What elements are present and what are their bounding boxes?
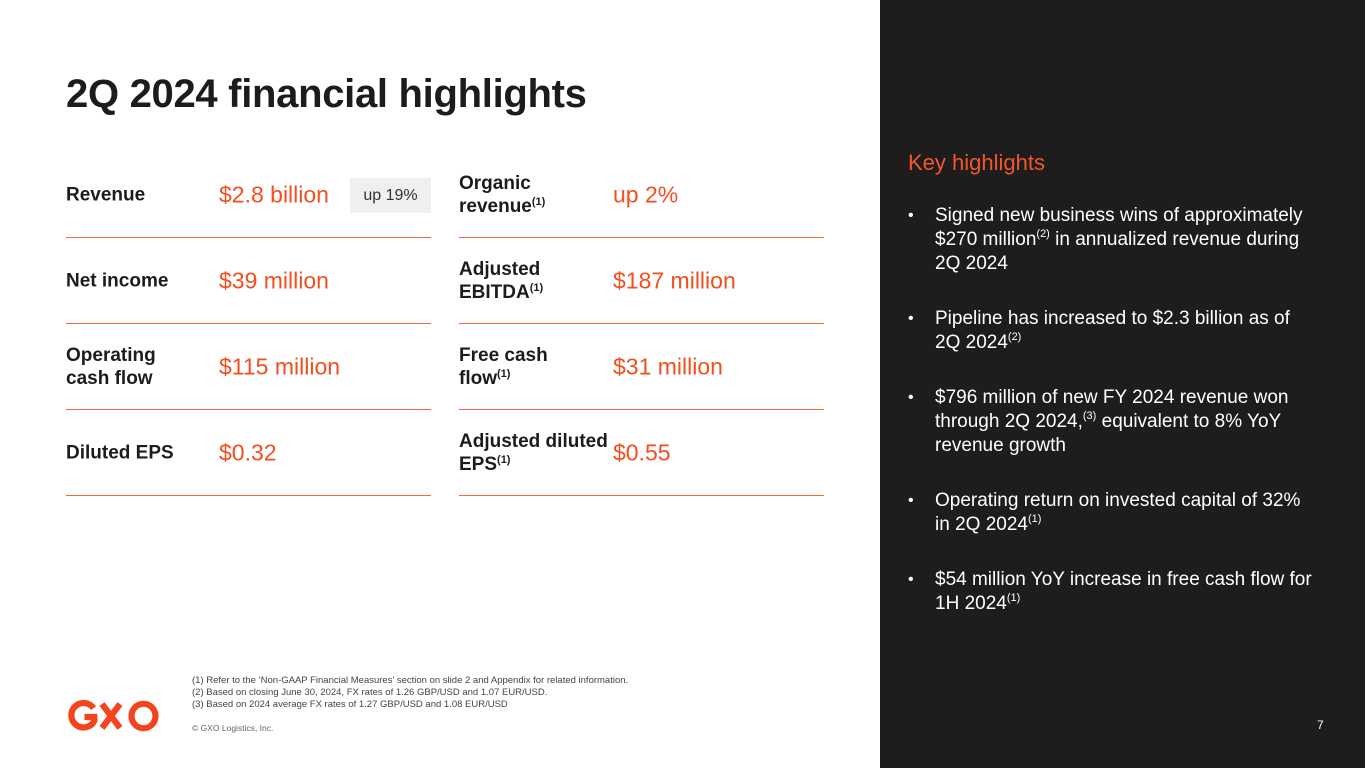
footnote-ref: (1) <box>529 281 544 294</box>
highlight-text: Pipeline has increased to $2.3 billion as of 2Q 2024 <box>935 308 1290 353</box>
bullet-icon: • <box>908 207 914 224</box>
highlight-text: $796 million of new FY 2024 revenue won through 2Q 2024, <box>935 387 1289 432</box>
highlight-text: $54 million YoY increase in free cash flow for 1H 2024 <box>935 569 1312 614</box>
footnote-ref: (1) <box>1006 592 1021 604</box>
highlight-text: Operating return on invested capital of 32% in 2Q 2024 <box>935 490 1301 535</box>
metric-label <box>459 258 569 304</box>
metric-label: Operating cash flow <box>66 344 156 389</box>
bullet-icon: • <box>908 389 914 406</box>
metric-value: $0.55 <box>613 439 671 465</box>
metric-row-diluted-eps <box>66 410 431 496</box>
copyright: © GXO Logistics, Inc. <box>192 723 274 733</box>
footnote: (3) Based on 2024 average FX rates of 1.27 GBP/USD and 1.08 EUR/USD <box>192 699 508 710</box>
gxo-logo <box>68 700 160 732</box>
metric-value: $0.32 <box>219 439 277 465</box>
bullet-icon: • <box>908 310 914 327</box>
metric-row-revenue <box>66 152 431 238</box>
page-title: 2Q 2024 financial highlights <box>66 72 587 116</box>
metric-label: Revenue <box>66 184 146 205</box>
metric-label <box>459 172 569 218</box>
highlight-item <box>908 489 1318 537</box>
metric-label-text: Organic revenue <box>459 172 532 217</box>
metric-label-text: Adjusted diluted EPS <box>459 430 608 475</box>
metric-row-net-income <box>66 238 431 324</box>
footnote: (2) Based on closing June 30, 2024, FX rates of 1.26 GBP/USD and 1.07 EUR/USD. <box>192 687 548 698</box>
metric-row-organic-revenue <box>459 152 824 238</box>
metric-label <box>459 344 569 390</box>
footnote-ref: (1) <box>531 195 546 208</box>
bullet-icon: • <box>908 571 914 588</box>
metric-label <box>459 430 609 476</box>
footnote: (1) Refer to the ‘Non-GAAP Financial Measures’ section on slide 2 and Appendix for related information. <box>192 675 629 686</box>
growth-badge: up 19% <box>350 178 431 213</box>
metric-value: $115 million <box>219 353 341 379</box>
highlight-text: Signed new business wins of approximately $270 million <box>935 205 1303 250</box>
metric-value: $187 million <box>613 267 736 293</box>
metric-value: $39 million <box>219 267 329 293</box>
highlight-item <box>908 307 1318 355</box>
key-highlights-title: Key highlights <box>908 150 1045 175</box>
metric-label: Diluted EPS <box>66 442 174 463</box>
footnote-ref: (2) <box>1007 331 1022 343</box>
metrics-column-left <box>66 152 431 496</box>
metric-value: $2.8 billion <box>219 181 329 207</box>
highlight-text-cont: equivalent to 8% YoY revenue growth <box>935 411 1281 456</box>
footnote-ref: (1) <box>497 367 511 380</box>
metric-row-operating-cash-flow <box>66 324 431 410</box>
key-highlights-list <box>908 204 1318 647</box>
footnote-ref: (1) <box>497 453 511 466</box>
highlight-item <box>908 568 1318 616</box>
footnotes <box>192 675 628 711</box>
metric-label-text: Adjusted EBITDA <box>459 258 541 303</box>
highlight-text-cont: in annualized revenue during 2Q 2024 <box>935 229 1300 274</box>
footnote-ref: (2) <box>1036 228 1050 240</box>
highlight-item <box>908 204 1318 276</box>
metric-label: Net income <box>66 270 169 291</box>
highlight-item <box>908 386 1318 458</box>
footnote-ref: (1) <box>1027 513 1042 525</box>
metric-row-adjusted-ebitda <box>459 238 824 324</box>
footnote-ref: (3) <box>1082 410 1097 422</box>
metric-value: $31 million <box>613 353 723 379</box>
metric-value: up 2% <box>613 181 679 207</box>
metric-label-text: Free cash flow <box>459 344 548 389</box>
page-number: 7 <box>1317 718 1324 732</box>
metric-row-free-cash-flow <box>459 324 824 410</box>
bullet-icon: • <box>908 492 914 509</box>
metrics-column-right <box>459 152 824 496</box>
metric-row-adjusted-diluted-eps <box>459 410 824 496</box>
